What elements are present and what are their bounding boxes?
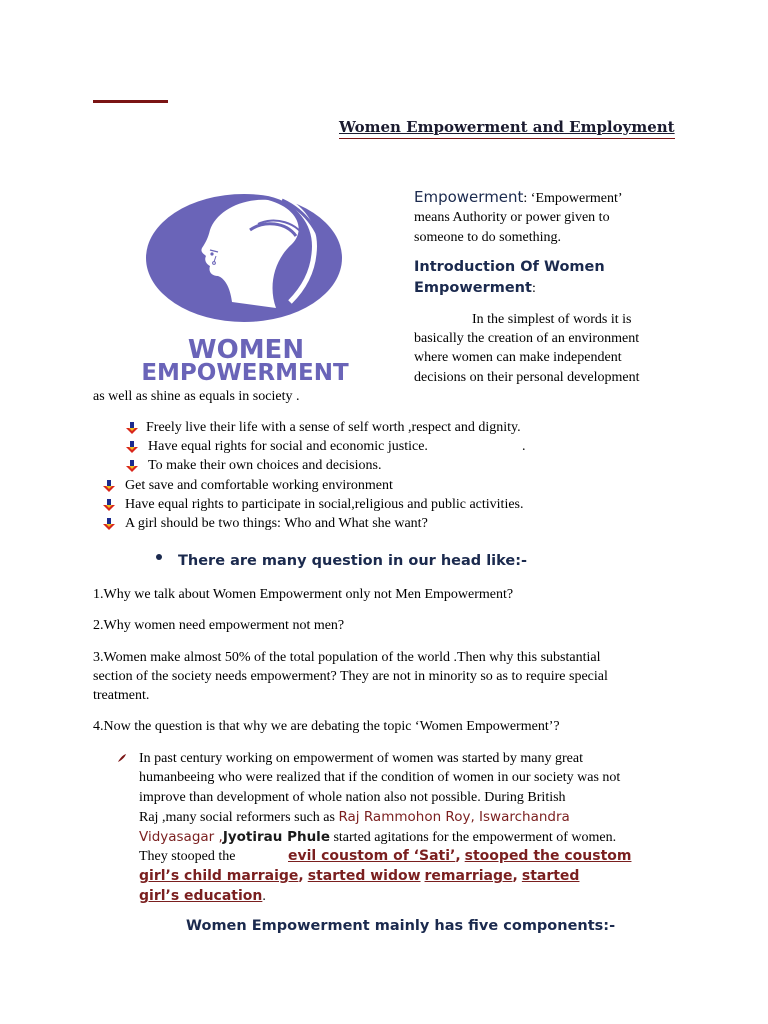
intro-line-4: decisions on their personal development (414, 370, 640, 385)
history-line-5-text: started agitations for the empowerment of women. (329, 830, 617, 845)
down-arrow-bullet-icon (103, 499, 115, 511)
logo-text-empowerment: EMPOWERMENT (141, 360, 349, 385)
history-line-8 (139, 887, 266, 905)
history-line-6-highlights (288, 847, 631, 865)
intro-heading-colon: : (531, 281, 536, 296)
woman-profile-logo-icon (100, 190, 400, 385)
women-empowerment-logo (100, 190, 400, 390)
history-line-4 (139, 808, 570, 826)
round-bullet-icon (156, 554, 162, 560)
history-line-2: humanbeeing who were realized that if the condition of women in our society was not (139, 770, 621, 785)
history-line-1: In past century working on empowerment of women was started by many great (139, 751, 583, 766)
down-arrow-bullet-icon (126, 422, 138, 434)
history-line-3: improve than development of whole nation also not possible. During British (139, 790, 566, 805)
widow-link: started widow (307, 868, 421, 884)
sati-link: evil coustom of ‘Sati’ (288, 848, 456, 864)
question-2: 2.Why women need empowerment not men? (93, 618, 345, 633)
down-arrow-bullet-icon (126, 460, 138, 472)
header-red-rule (93, 100, 168, 103)
arrow-list-item-5: Have equal rights to participate in social,religious and public activities. (125, 497, 524, 512)
coustom-link: stooped the coustom (464, 848, 632, 864)
child-marriage-link: girl’s child marraige (139, 868, 299, 884)
logo-text-women: WOMEN (187, 335, 305, 365)
quill-bullet-icon (117, 753, 127, 763)
history-line-7 (139, 867, 579, 885)
question-3-line2: section of the society needs empowerment? They are not in minority so as to require special (93, 669, 608, 684)
reformer-name-phule: Jyotirau Phule (222, 829, 330, 845)
comma: , (512, 868, 518, 884)
period: . (262, 889, 266, 904)
questions-heading: There are many question in our head like:- (178, 553, 528, 569)
intro-line-1: In the simplest of words it is (472, 312, 632, 327)
started-link: started (521, 868, 580, 884)
reformer-names-2: Vidyasagar , (139, 829, 223, 845)
arrow-list-item-4: Get save and comfortable working environment (125, 478, 393, 493)
history-line-4-text: Raj ,many social reformers such as (139, 810, 339, 825)
empowerment-def-text3: someone to do something. (414, 230, 561, 245)
down-arrow-bullet-icon (103, 480, 115, 492)
arrow-list-trailing-dot: . (522, 439, 526, 454)
question-4: 4.Now the question is that why we are debating the topic ‘Women Empowerment’? (93, 719, 560, 734)
intro-heading-word: Empowerment (414, 280, 532, 296)
history-line-5 (139, 828, 616, 846)
comma: , (298, 868, 304, 884)
empowerment-definition-line1 (414, 188, 623, 207)
empowerment-def-text2: means Authority or power given to (414, 210, 610, 225)
components-heading: Women Empowerment mainly has five components:- (186, 918, 616, 934)
empowerment-heading: Empowerment (414, 188, 524, 206)
document-title: Women Empowerment and Employment (339, 118, 675, 136)
down-arrow-bullet-icon (126, 441, 138, 453)
intro-line-3: where women can make independent (414, 350, 622, 365)
arrow-list-item-1: Freely live their life with a sense of self worth ,respect and dignity. (146, 420, 521, 435)
comma: , (455, 848, 461, 864)
arrow-list-item-2: Have equal rights for social and economic justice. (148, 439, 428, 454)
title-underline-rule (339, 138, 675, 139)
remarriage-link: remarriage (424, 868, 513, 884)
question-3-line3: treatment. (93, 688, 150, 703)
arrow-list-item-3: To make their own choices and decisions. (148, 458, 382, 473)
intro-line-5: as well as shine as equals in society . (93, 389, 300, 404)
intro-line-2: basically the creation of an environment (414, 331, 640, 346)
empowerment-def-text1: : ‘Empowerment’ (523, 191, 623, 206)
education-link: girl’s education (139, 888, 263, 904)
intro-heading-line2 (414, 279, 536, 297)
intro-heading-line1: Introduction Of Women (414, 259, 605, 275)
arrow-list-item-6: A girl should be two things: Who and What she want? (125, 516, 428, 531)
history-line-6 (139, 847, 235, 865)
question-3-line1: 3.Women make almost 50% of the total population of the world .Then why this substantial (93, 650, 601, 665)
question-1: 1.Why we talk about Women Empowerment only not Men Empowerment? (93, 587, 514, 602)
history-line-6-text: They stooped the (139, 849, 236, 864)
reformer-names-1: Raj Rammohon Roy, Iswarchandra (338, 809, 570, 825)
down-arrow-bullet-icon (103, 518, 115, 530)
